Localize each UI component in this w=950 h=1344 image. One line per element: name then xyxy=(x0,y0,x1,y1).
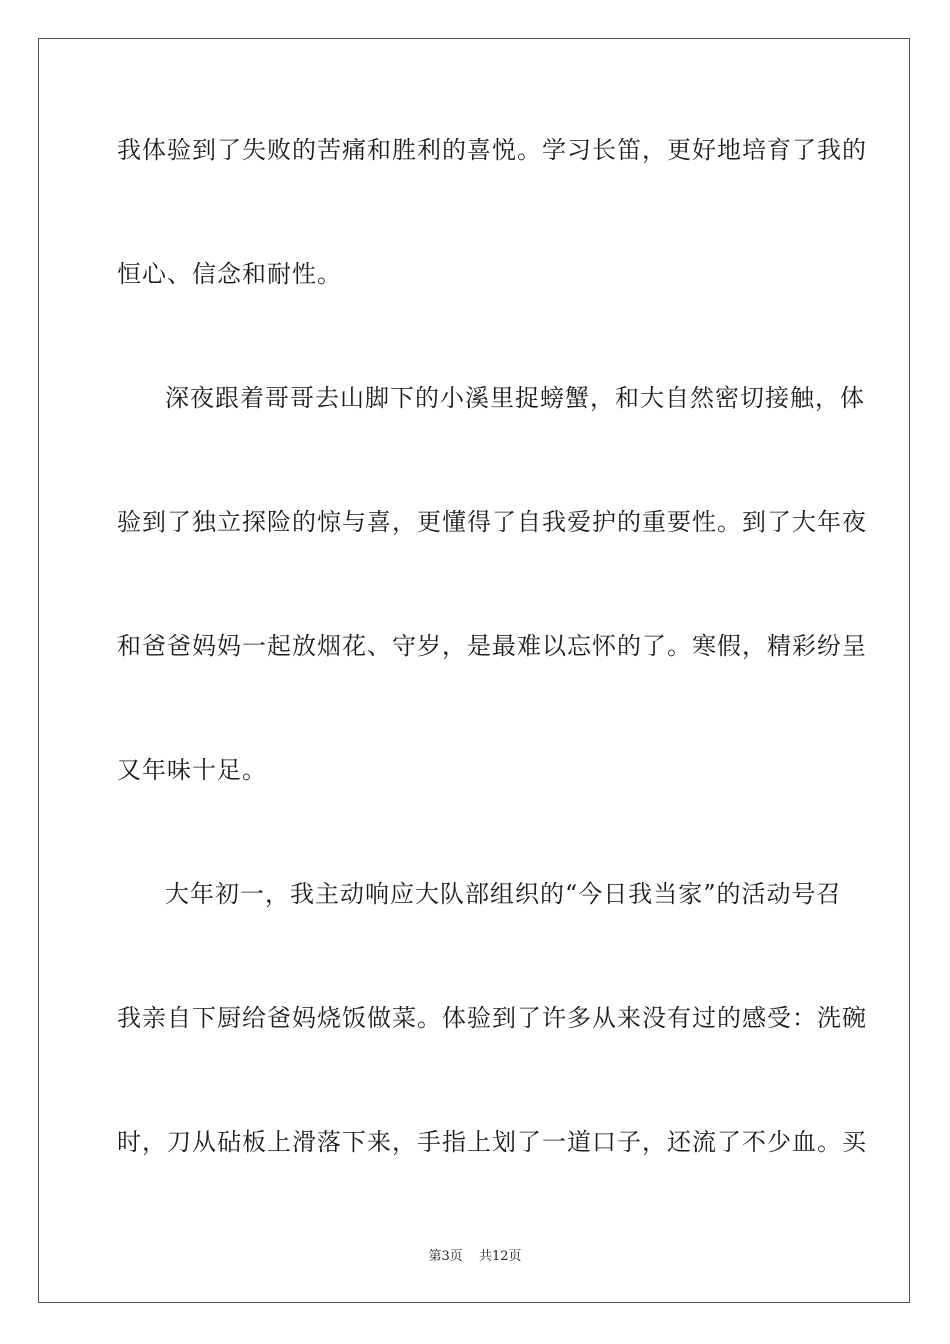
paragraph-2-line-2: 验到了独立探险的惊与喜，更懂得了自我爱护的重要性。到了大年夜 xyxy=(117,508,867,536)
paragraph-2-line-4: 又年味十足。 xyxy=(117,756,267,784)
paragraph-2-line-1: 深夜跟着哥哥去山脚下的小溪里捉螃蟹，和大自然密切接触，体 xyxy=(165,384,865,412)
page-border xyxy=(38,38,910,1303)
paragraph-3-line-2: 我亲自下厨给爸妈烧饭做菜。体验到了许多从来没有过的感受：洗碗 xyxy=(117,1004,867,1032)
text-line-1: 我体验到了失败的苦痛和胜利的喜悦。学习长笛，更好地培育了我的 xyxy=(117,136,867,164)
paragraph-3-line-3: 时，刀从砧板上滑落下来，手指上划了一道口子，还流了不少血。买 xyxy=(117,1128,867,1156)
page-footer xyxy=(0,1248,950,1266)
text-line-2: 恒心、信念和耐性。 xyxy=(117,260,342,288)
page-number-current: 第3页 xyxy=(428,1249,463,1264)
paragraph-3-line-1: 大年初一，我主动响应大队部组织的“今日我当家”的活动号召 xyxy=(165,880,842,908)
paragraph-2-line-3: 和爸爸妈妈一起放烟花、守岁，是最难以忘怀的了。寒假，精彩纷呈 xyxy=(117,632,867,660)
page-number-total: 共12页 xyxy=(478,1249,522,1264)
